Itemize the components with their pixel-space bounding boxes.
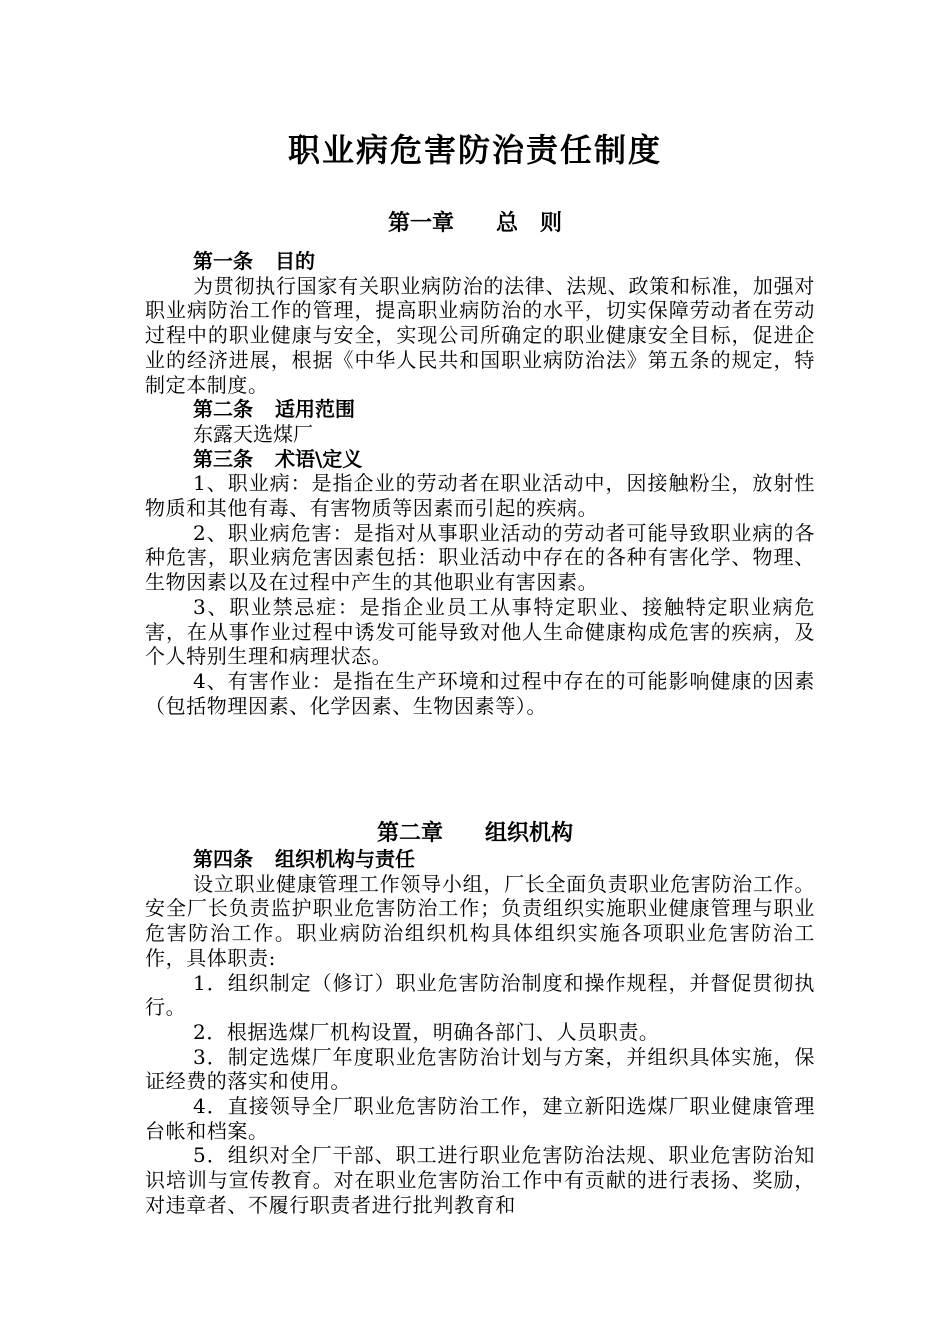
- article-3-item: 2、职业病危害：是指对从事职业活动的劳动者可能导致职业病的各种危害，职业病危害因素包括：职业活动中存在的各种有害化学、物理、生物因素以及在过程中产生的其他职业有害因素。: [145, 520, 815, 595]
- article-4-item: 3．制定选煤厂年度职业危害防治计划与方案，并组织具体实施，保证经费的落实和使用。: [145, 1044, 815, 1094]
- article-1-text: 为贯彻执行国家有关职业病防治的法律、法规、政策和标准，加强对职业病防治工作的管理，提高职业病防治的水平，切实保障劳动者在劳动过程中的职业健康与安全，实现公司所确定的职业健康安全目标，促进企业的经济进展，根据《中华人民共和国职业病防治法》第五条的规定，特制定本制度。: [145, 273, 815, 397]
- article-3-item: 4、有害作业：是指在生产环境和过程中存在的可能影响健康的因素（包括物理因素、化学因素、生物因素等）。: [145, 668, 815, 718]
- article-4-number: 第四条: [193, 847, 253, 871]
- article-3-item: 1、职业病：是指企业的劳动者在职业活动中，因接触粉尘，放射性物质和其他有毒、有害物质等因素而引起的疾病。: [145, 471, 815, 521]
- chapter-2-heading: [145, 819, 805, 847]
- chapter-1-name: 总 则: [496, 210, 563, 236]
- chapter-2-body: [145, 847, 815, 1218]
- chapter-1-body: [145, 249, 815, 718]
- article-2-number: 第二条: [193, 397, 253, 422]
- article-4-intro: 设立职业健康管理工作领导小组，厂长全面负责职业危害防治工作。安全厂长负责监护职业危害防治工作；负责组织实施职业健康管理与职业危害防治工作。职业病防治组织机构具体组织实施各项职业危害防治工作，具体职责:: [145, 871, 815, 970]
- article-3-item: 3、职业禁忌症：是指企业员工从事特定职业、接触特定职业病危害，在从事作业过程中诱发可能导致对他人生命健康构成危害的疾病，及个人特别生理和病理状态。: [145, 594, 815, 669]
- document-title: 职业病危害防治责任制度: [287, 131, 662, 169]
- article-4-item: 2．根据选煤厂机构设置，明确各部门、人员职责。: [193, 1019, 660, 1044]
- article-4-heading: [145, 847, 815, 872]
- article-4-item: 5．组织对全厂干部、职工进行职业危害防治法规、职业危害防治知识培训与宣传教育。对在职业危害防治工作中有贡献的进行表扬、奖励，对违章者、不履行职责者进行批判教育和: [145, 1143, 815, 1217]
- chapter-2-number: 第二章: [376, 820, 443, 846]
- article-4-name: 组织机构与责任: [275, 847, 415, 871]
- article-4-item: 4．直接领导全厂职业危害防治工作，建立新阳选煤厂职业健康管理台帐和档案。: [145, 1094, 815, 1143]
- article-1-name: 目的: [275, 249, 315, 273]
- article-2-text: 东露天选煤厂: [193, 421, 313, 446]
- chapter-1-heading: [145, 209, 805, 237]
- article-3-name: 术语\定义: [275, 446, 363, 471]
- chapter-1-number: 第一章: [387, 210, 454, 236]
- article-2-name: 适用范围: [275, 397, 355, 422]
- chapter-2-name: 组织机构: [485, 820, 574, 846]
- article-1-heading: [145, 249, 815, 274]
- article-4-item: 1．组织制定（修订）职业危害防治制度和操作规程，并督促贯彻执行。: [145, 970, 815, 1020]
- article-1-number: 第一条: [193, 249, 253, 273]
- article-2-heading: [145, 397, 815, 422]
- article-3-heading: [145, 447, 815, 472]
- article-3-number: 第三条: [193, 446, 253, 471]
